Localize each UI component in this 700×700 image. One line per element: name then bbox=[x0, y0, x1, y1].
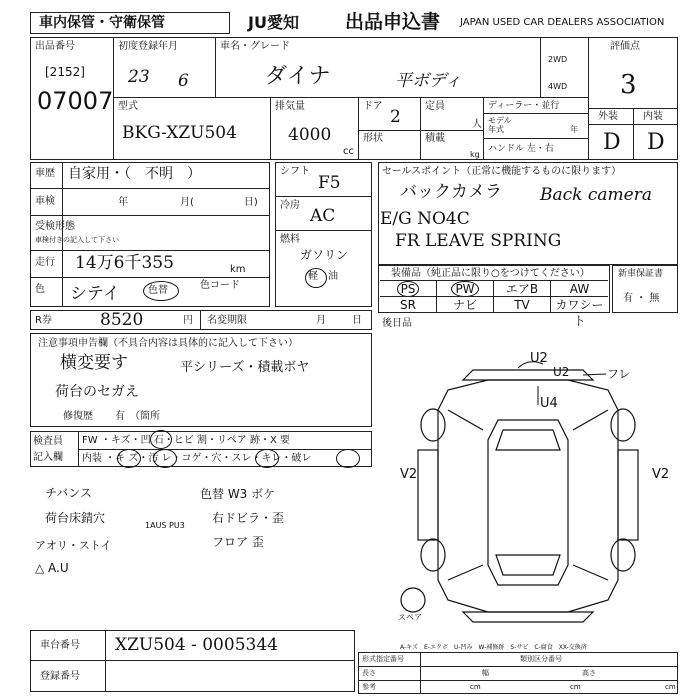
length-label: 長さ bbox=[362, 669, 376, 677]
model-year-label2: 年式 bbox=[488, 125, 504, 134]
cc-label: cc bbox=[343, 146, 354, 157]
km-label: km bbox=[230, 264, 246, 275]
diagram-u2-side: U2 bbox=[553, 365, 570, 379]
rating-label: 評価点 bbox=[610, 41, 640, 52]
doors-label: ドア bbox=[363, 101, 383, 112]
model-label: 型式 bbox=[118, 101, 138, 112]
capacity-label: 定員 bbox=[425, 101, 445, 112]
car-name-label: 車名・グレード bbox=[220, 41, 290, 52]
lot-no-label: 出品番号 bbox=[35, 41, 75, 52]
color-change: 色替 bbox=[148, 285, 168, 296]
reg-year: 23 bbox=[128, 67, 150, 87]
int-rub-circle bbox=[255, 449, 279, 468]
chip-circle bbox=[150, 430, 172, 449]
fw-row: FW ・キズ・凹 石・ヒビ 割・リペア 跡・X 要 bbox=[82, 435, 290, 446]
ref-label: 参考 bbox=[362, 683, 376, 691]
notes-label: 注意事項申告欄（不具合内容は具体的に記入して下さい） bbox=[38, 338, 298, 349]
lot-number: 07007 bbox=[37, 87, 114, 115]
class-category-label: 類別区分番号 bbox=[520, 655, 562, 663]
history-value: 自家用・（ 不明 ） bbox=[68, 166, 201, 182]
2wd-label: 2WD bbox=[548, 55, 568, 64]
interior-grade: D bbox=[647, 130, 665, 155]
history-label: 車歴 bbox=[35, 168, 55, 179]
int-dirt-circle bbox=[153, 449, 177, 468]
cm-label-1: cm bbox=[470, 683, 481, 691]
diagram-v2-right: V2 bbox=[652, 467, 670, 482]
sales-point-2: E/G NO4C bbox=[380, 209, 470, 229]
sales-point-1: バックカメラ bbox=[400, 182, 502, 202]
inspection-form-label: 受検形態 bbox=[35, 221, 75, 232]
car-name: ダイナ bbox=[265, 64, 331, 89]
model-code: BKG-XZU504 bbox=[122, 123, 237, 143]
diagram-u4: U4 bbox=[540, 396, 558, 411]
inspector-label: 検査員 bbox=[33, 436, 63, 447]
equipment-PS bbox=[380, 280, 437, 296]
brand-logo: JU愛知 bbox=[248, 13, 299, 32]
equipment-エアB bbox=[494, 280, 551, 296]
color-code-label: 色コード bbox=[200, 280, 240, 291]
exterior-grade: D bbox=[603, 130, 621, 155]
interior-row: 内装 ・キ ズ・汚 レ・コゲ・穴・スレ・キレ・破レ bbox=[82, 453, 312, 464]
car-damage-diagram bbox=[378, 350, 678, 640]
yen-label: 円 bbox=[183, 315, 193, 326]
storage-title: 車内保管・守衛保管 bbox=[39, 15, 165, 31]
shift-value: F5 bbox=[318, 173, 341, 193]
rating-value: 3 bbox=[620, 70, 637, 100]
displacement-label: 排気量 bbox=[275, 101, 305, 112]
equipment-label: カワシート bbox=[555, 298, 604, 328]
int-scratch-circle bbox=[117, 449, 141, 468]
name-change-month: 月 bbox=[316, 315, 326, 326]
equipment-label: 装備品（純正品に限り○をつけてください） bbox=[391, 268, 590, 279]
remark-4: △ A.U bbox=[35, 561, 69, 575]
inspection-month-day: 月( 日) bbox=[180, 197, 258, 208]
exterior-label: 外装 bbox=[598, 111, 618, 122]
recycle-amount: 8520 bbox=[100, 310, 144, 330]
first-reg-label: 初度登録年月 bbox=[118, 41, 178, 52]
equipment-label: PS bbox=[397, 281, 420, 297]
aircon-value: AC bbox=[310, 206, 336, 226]
notes-1: 横変要す bbox=[60, 353, 128, 373]
int-tear-circle bbox=[336, 449, 360, 468]
sales-point-3: FR LEAVE SPRING bbox=[395, 231, 562, 251]
equipment-label: AW bbox=[569, 282, 590, 296]
inspection-label: 車検 bbox=[35, 196, 55, 207]
rear-seat-label: 後日品 bbox=[382, 318, 412, 329]
load-label: 積載 bbox=[425, 133, 445, 144]
name-change-label: 名変期限 bbox=[207, 315, 247, 326]
model-year-label: モデル bbox=[488, 116, 512, 125]
sales-points-label: セールスポイント（正常に機能するものに限ります） bbox=[382, 166, 622, 177]
spec-box bbox=[358, 652, 678, 694]
reg-month: 6 bbox=[178, 71, 189, 91]
chassis-value: XZU504 - 0005344 bbox=[115, 635, 278, 655]
repair-yes: 有 （箇所 bbox=[115, 411, 160, 422]
body-shape-label: 形状 bbox=[363, 133, 383, 144]
equipment-label: TV bbox=[514, 298, 530, 312]
chassis-label: 車台番号 bbox=[40, 640, 80, 651]
notes-3: 荷台のセガえ bbox=[55, 384, 139, 400]
mileage-label: 走行 bbox=[35, 257, 55, 268]
color-label: 色 bbox=[35, 284, 45, 295]
inspection-year: 年 bbox=[118, 197, 128, 208]
fuel-diesel-label: 軽 油 bbox=[308, 271, 338, 282]
storage-title-box bbox=[30, 12, 230, 34]
cm-label-2: cm bbox=[570, 683, 581, 691]
displacement-value: 4000 bbox=[288, 125, 332, 145]
name-change-day: 日 bbox=[352, 315, 362, 326]
diagram-u2-top: U2 bbox=[530, 351, 548, 366]
equipment-label: SR bbox=[400, 298, 416, 312]
remark-5: 色替 W3 ボケ bbox=[200, 487, 276, 501]
color-value: シテイ bbox=[70, 284, 120, 304]
remark-8: 1AUS PU3 bbox=[145, 521, 185, 530]
shift-label: シフト bbox=[280, 166, 310, 177]
doors-value: 2 bbox=[390, 107, 401, 127]
equipment-label: PW bbox=[451, 281, 478, 297]
entry-label: 記入欄 bbox=[33, 452, 63, 463]
cm-label-3: cm bbox=[665, 683, 676, 691]
equipment-label: ナビ bbox=[452, 298, 477, 312]
fuel-value: ガソリン bbox=[300, 248, 349, 262]
diagram-fl: フレ bbox=[607, 367, 631, 381]
height-label: 高さ bbox=[582, 669, 596, 677]
grade: 平ボディ bbox=[395, 71, 462, 91]
notes-2: 平シリーズ・積載ボヤ bbox=[180, 360, 310, 375]
equipment-SR bbox=[380, 296, 437, 312]
fuel-label: 燃料 bbox=[280, 234, 300, 245]
diagram-v2-left: V2 bbox=[400, 467, 418, 482]
damage-legend: A-キズ E-エクボ U-凹み W-補修跡 S-サビ C-腐食 XX-交換済 bbox=[400, 644, 587, 651]
4wd-label: 4WD bbox=[548, 82, 568, 91]
equipment-TV bbox=[494, 296, 551, 312]
remark-6: 右ドビラ・歪 bbox=[212, 511, 285, 525]
association-name: JAPAN USED CAR DEALERS ASSOCIATION bbox=[460, 17, 665, 28]
warranty-yes-no: 有 ・ 無 bbox=[623, 293, 660, 304]
remark-1: チバンス bbox=[45, 486, 92, 500]
equipment-カワシート bbox=[551, 296, 608, 328]
reg-no-label: 登録番号 bbox=[40, 671, 80, 682]
warranty-label: 新車保証書 bbox=[618, 269, 664, 279]
interior-label: 内装 bbox=[643, 111, 663, 122]
persons-label: 人 bbox=[472, 119, 482, 130]
model-designation-label: 形式指定番号 bbox=[362, 655, 404, 663]
handle-label: ハンドル 左・右 bbox=[488, 144, 554, 154]
mileage-value: 14万6千355 bbox=[75, 253, 174, 273]
remark-3: アオリ・ストイ bbox=[35, 539, 112, 552]
year-unit: 年 bbox=[570, 125, 578, 134]
equipment-PW bbox=[437, 280, 494, 296]
equipment-label: エアB bbox=[505, 282, 539, 296]
dealer-parallel-label: ディーラー・並行 bbox=[488, 101, 560, 111]
inspection-note: 車検付きの記入して下さい bbox=[35, 236, 119, 244]
remark-2: 荷台床錆穴 bbox=[45, 511, 106, 525]
equipment-AW bbox=[551, 280, 608, 296]
sheet-title: 出品申込書 bbox=[345, 11, 441, 33]
aircon-label: 冷房 bbox=[280, 200, 300, 211]
sales-point-1b: Back camera bbox=[540, 185, 652, 205]
repair-history-label: 修復歴 bbox=[63, 411, 93, 422]
recycle-label: R券 bbox=[35, 315, 52, 326]
remark-7: フロア 歪 bbox=[212, 535, 264, 549]
width-label: 幅 bbox=[482, 669, 489, 677]
equipment-ナビ bbox=[437, 296, 494, 312]
kg-label: kg bbox=[470, 150, 480, 159]
spare-label: スペア bbox=[398, 613, 422, 622]
lot-prefix: [2152] bbox=[45, 65, 85, 79]
